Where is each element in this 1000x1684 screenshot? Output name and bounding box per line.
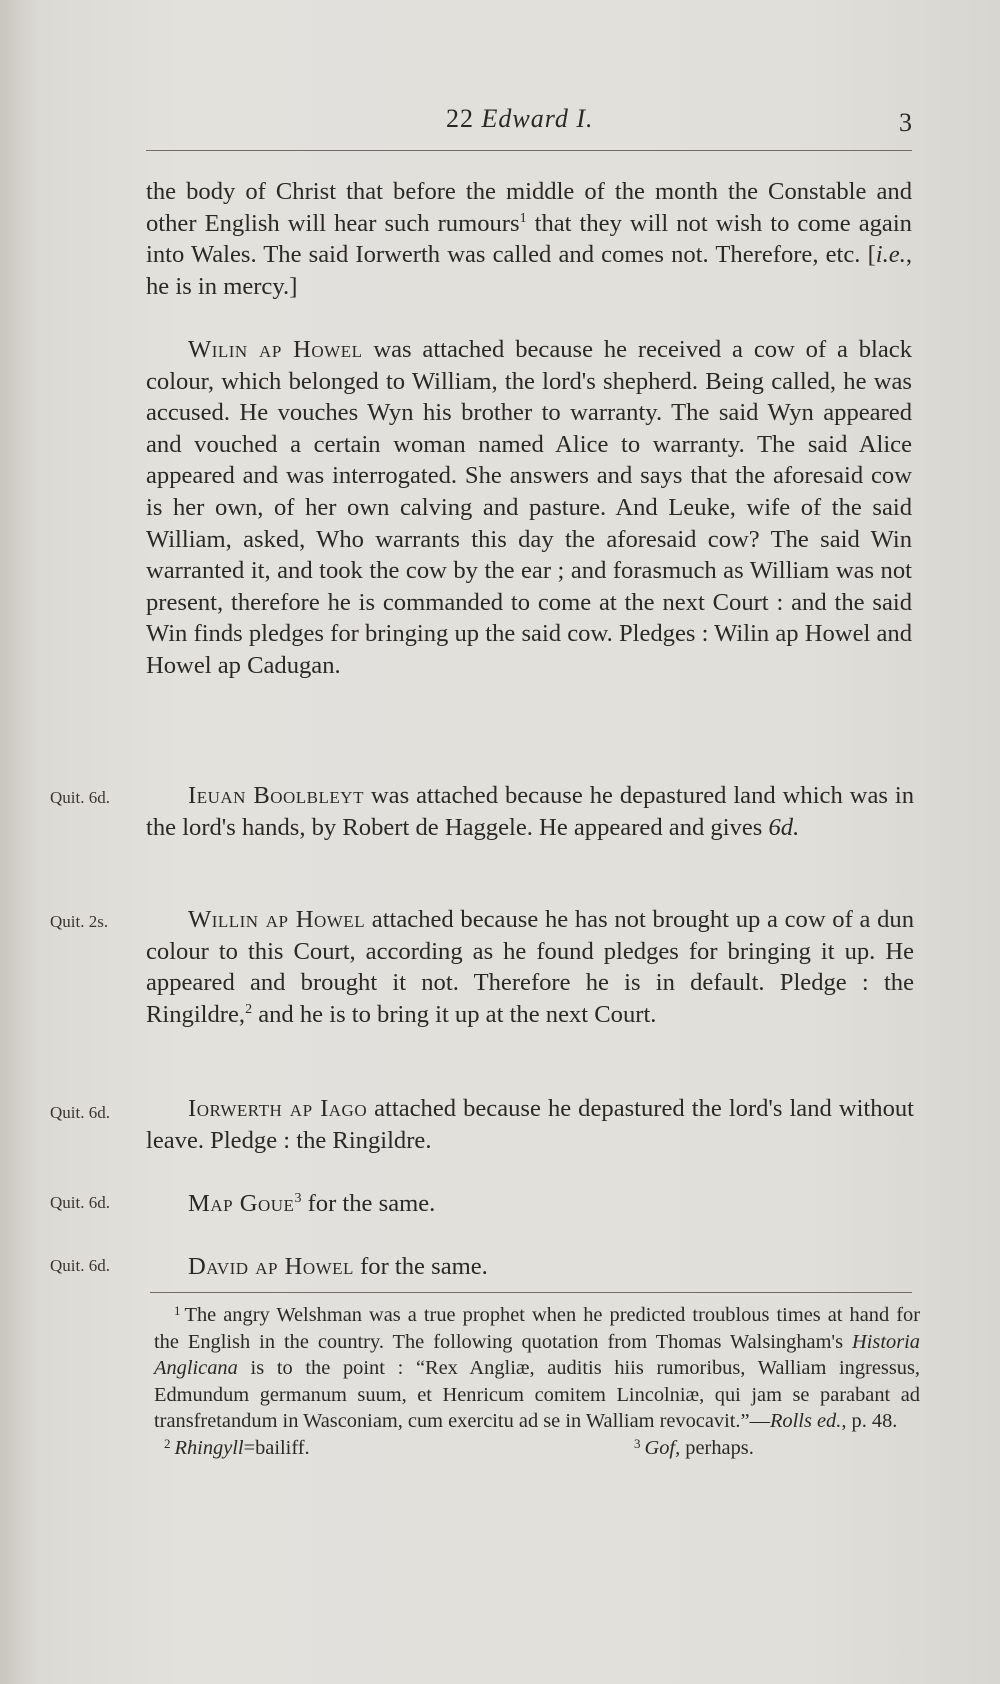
footnote-text: The angry Welshman was a true prophet when he predicted troublous times at hand for the English in the country. The following quotation from Thomas Walsingham's [154,1304,920,1353]
footnote-text: , p. 48. [841,1410,898,1433]
footnotes [154,1302,920,1463]
paragraph-text: that they will not wish to come again into Wales. The said Iorwerth was called and comes not. Therefore, etc. [ [146,209,912,269]
footnote-number: 2 [164,1435,171,1451]
footnote-text: is to the point : “Rex Angliæ, auditis hiis rumoribus, Walliam ingressus, Edmundum germanum suum, et Henricum comitem Lincolniæ, qui jam se parabant ad transfretandum in Wasconiam, cum exercitu ad se in Walliam revocavit.”— [154,1357,920,1433]
footnote-italic: Gof, [644,1436,681,1459]
footnote-ref-3: 3 [294,1191,302,1206]
entry-text: for the same. [301,1190,436,1217]
entry-text: was attached because he received a cow of a black colour, which belonged to William, the lord's shepherd. Being called, he was accused. He vouches Wyn his brother to warranty. The said Wyn appeared and vouched a certain woman named Alice to warranty. The said Alice appeared and was interrogated. She answers and says that the aforesaid cow is her own, of her own calving and pasture. And Leuke, wife of the said William, asked, Who warrants this day the aforesaid cow? The said Win warranted it, and took the cow by the ear ; and forasmuch as William was not present, therefore he is commanded to come at the next Court : and the said Win finds pledges for bringing up the said cow. Pledges : Wilin ap Howel and Howel ap Cadugan. [146,336,913,679]
entry-name: David ap Howel [188,1253,354,1280]
entry-david-ap-howel [146,1251,914,1283]
footnote-row [154,1435,920,1463]
footnote-italic: Rhingyll [174,1436,244,1459]
paragraph-italic: i.e. [875,241,906,269]
title-main: Edward I. [481,104,594,133]
entry-name: Wilin ap Howel [188,336,363,363]
margin-note: Quit. 6d. [50,1256,110,1275]
entry-ieuan-boolbleyt [146,780,914,843]
footnote-text: perhaps. [680,1436,754,1459]
paragraph-continuation [146,176,912,302]
entry-willin-ap-howel [146,904,914,1030]
entry-amount: 6d. [768,813,800,841]
footnote-number: 1 [174,1303,181,1318]
title-prefix: 22 [446,104,482,133]
footnote-italic: Rolls ed. [769,1410,842,1433]
footnote-ref-2: 2 [245,1001,253,1017]
page-number: 3 [899,108,912,137]
entry-name: Ieuan Boolbleyt [188,782,364,809]
margin-note: Quit. 6d. [50,1103,110,1122]
footnote-1 [154,1302,920,1435]
footnote-2 [164,1435,310,1462]
entry-text: attached because he depastured the lord's land without leave. Pledge : the Ringildre. [146,1095,914,1154]
entry-wilin-ap-howel [146,334,912,682]
entry-name: Willin ap Howel [188,906,366,933]
margin-note: Quit. 2s. [50,912,109,931]
entry-iorwerth-ap-iago [146,1093,914,1156]
footnote-ref-1: 1 [519,210,527,226]
margin-note: Quit. 6d. [50,1193,110,1212]
entry-text: and he is to bring it up at the next Court. [252,1000,657,1028]
running-head [146,104,912,148]
header-rule [146,150,912,151]
footnote-number: 3 [634,1435,641,1451]
paragraph-text: the body of Christ that before the middle of the month the Constable and other English will hear such rumours [146,178,912,237]
footnote-3 [634,1435,754,1462]
entry-name: Iorwerth ap Iago [188,1095,368,1122]
entry-text: attached because he has not brought up a cow of a dun colour to this Court, according as he found pledges for bringing it up. He appeared and brought it not. Therefore he is in default. Pledge : the Ringildre, [146,906,914,1028]
footnote-text: =bailiff. [243,1436,310,1459]
entry-name: Map Goue [188,1190,295,1217]
entry-map-goue [146,1188,914,1220]
entry-text: for the same. [353,1253,488,1280]
entry-text: was attached because he depastured land which was in the lord's hands, by Robert de Haggele. He appeared and gives [146,782,914,841]
footnote-rule [150,1292,912,1293]
footnote-italic: Historia Anglicana [154,1330,920,1380]
margin-note: Quit. 6d. [50,788,110,807]
paragraph-text: , he is in mercy.] [146,241,912,300]
page-title [446,104,594,134]
